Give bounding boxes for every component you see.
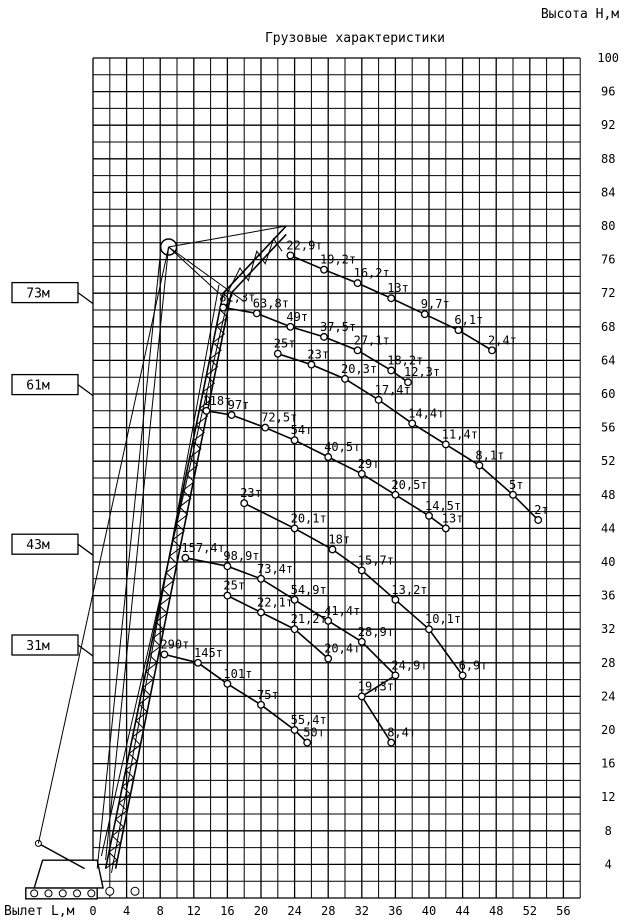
y-tick-label: 40 <box>600 555 616 569</box>
load-label: 75т <box>257 687 279 702</box>
load-point <box>325 655 332 662</box>
boom-label: 73м <box>26 286 50 302</box>
load-point <box>258 702 265 709</box>
y-tick-label: 92 <box>600 118 616 133</box>
load-label: 14,4т <box>408 406 445 421</box>
load-point <box>304 739 311 746</box>
load-point <box>409 420 416 427</box>
crane-rope <box>106 247 169 860</box>
y-tick-label: 12 <box>600 790 616 805</box>
counterweight-wheel <box>106 887 114 895</box>
load-point <box>455 327 462 334</box>
load-label: 55,4т <box>290 713 327 727</box>
x-tick-label: 8 <box>156 904 164 918</box>
load-point <box>359 693 366 700</box>
y-tick-label: 80 <box>600 219 616 233</box>
y-tick-label: 96 <box>600 84 616 99</box>
y-tick-label: 28 <box>600 655 616 670</box>
load-point <box>291 727 298 734</box>
boom-label: 31м <box>26 639 50 654</box>
load-label: 54т <box>290 423 313 438</box>
y-tick-label: 68 <box>600 319 616 334</box>
load-point <box>195 660 202 667</box>
load-point <box>262 424 269 431</box>
load-point <box>287 252 294 259</box>
load-label: 24,9т <box>391 658 428 673</box>
load-label: 49т <box>286 309 309 324</box>
boom-label-leader <box>78 385 93 396</box>
load-point <box>354 280 361 287</box>
load-label: 97т <box>227 398 250 412</box>
load-label: 23т <box>240 486 262 501</box>
load-label: 13т <box>441 511 464 526</box>
y-tick-label: 32 <box>600 622 616 637</box>
load-point <box>476 462 483 469</box>
load-label: 50т <box>303 725 325 740</box>
load-point <box>329 546 336 553</box>
y-tick-label: 88 <box>600 151 616 166</box>
load-label: 16,2т <box>353 266 390 281</box>
load-label: 11,4т <box>441 427 478 442</box>
boom-label: 61м <box>26 378 50 394</box>
y-tick-label: 52 <box>600 454 616 469</box>
load-label: 72,5т <box>261 410 298 425</box>
load-label: 25т <box>223 578 246 593</box>
load-point <box>308 361 315 368</box>
load-label: 28,9т <box>357 624 394 639</box>
x-tick-label: 4 <box>122 904 131 918</box>
y-tick-label: 16 <box>600 756 616 771</box>
load-point <box>161 651 168 658</box>
load-label: 118т <box>202 393 232 408</box>
x-tick-label: 48 <box>488 904 504 918</box>
load-label: 98,9т <box>223 549 260 564</box>
load-label: 12,3т <box>404 365 441 380</box>
boom-lattice <box>106 293 232 868</box>
load-point <box>392 492 399 499</box>
load-point <box>287 324 294 331</box>
load-point <box>426 513 433 520</box>
load-label: 21,2т <box>290 612 327 627</box>
load-label: 157,4т <box>181 540 225 555</box>
x-tick-label: 56 <box>556 904 571 918</box>
load-label: 2,4т <box>488 333 517 348</box>
load-point <box>535 517 542 524</box>
x-axis-label: Вылет L,м <box>4 904 75 919</box>
load-point <box>258 576 265 583</box>
load-point <box>489 347 496 354</box>
load-label: 29т <box>357 456 380 471</box>
load-label: 17,4т <box>374 382 411 397</box>
axis-ticks <box>89 51 619 918</box>
x-tick-label: 12 <box>186 904 202 918</box>
y-tick-label: 64 <box>600 353 616 368</box>
boom-label: 43м <box>26 538 50 554</box>
load-label: 41,4т <box>324 603 361 618</box>
load-point <box>426 626 433 633</box>
load-point <box>224 592 231 599</box>
y-tick-label: 48 <box>600 487 616 502</box>
x-tick-label: 28 <box>320 904 336 918</box>
x-tick-label: 36 <box>388 904 403 918</box>
x-tick-label: 40 <box>421 904 437 918</box>
boom-length-labels <box>12 283 93 656</box>
load-label: 37,5т <box>320 319 357 334</box>
load-point <box>321 266 328 273</box>
y-tick-label: 60 <box>600 387 616 401</box>
y-tick-label: 20 <box>600 723 616 737</box>
y-tick-label: 44 <box>600 521 616 536</box>
load-point <box>253 310 260 317</box>
crane-wheel <box>31 890 38 897</box>
load-label: 73,4т <box>257 561 294 576</box>
load-label: 13т <box>387 281 409 296</box>
load-point <box>224 681 231 688</box>
y-tick-label: 100 <box>597 51 620 65</box>
crane-wheel <box>74 890 81 897</box>
load-label: 101т <box>223 666 253 681</box>
load-label: 5т <box>509 477 524 492</box>
crane-body <box>34 860 103 888</box>
x-tick-label: 52 <box>522 904 538 918</box>
load-label: 6,9т <box>458 658 488 673</box>
load-point <box>291 525 298 532</box>
boom-label-leader <box>78 544 93 555</box>
load-label: 6,1т <box>454 313 484 328</box>
crane-wheel <box>59 890 66 897</box>
load-point <box>392 597 399 604</box>
load-label: 63,8т <box>252 296 289 311</box>
load-point <box>275 350 282 357</box>
x-tick-label: 24 <box>287 904 302 918</box>
load-label: 8,4т <box>387 725 417 740</box>
load-label: 20,1т <box>290 511 327 526</box>
load-point <box>375 397 382 404</box>
load-label: 13,2т <box>391 582 428 597</box>
load-point <box>241 500 248 507</box>
load-point <box>359 471 366 478</box>
load-label: 22,9т <box>286 238 323 253</box>
load-label: 22,1т <box>257 595 294 610</box>
load-label: 145т <box>194 645 223 660</box>
y-tick-label: 72 <box>600 286 616 301</box>
x-tick-label: 16 <box>220 904 235 918</box>
load-point <box>228 412 235 419</box>
load-point <box>321 334 328 341</box>
load-point <box>422 311 429 318</box>
load-label: 10,1т <box>425 612 462 627</box>
load-point <box>359 567 366 574</box>
crane-wheel <box>45 890 52 897</box>
load-point <box>388 367 395 374</box>
load-label: 20,3т <box>341 361 378 376</box>
load-label: 15,7т <box>357 553 394 568</box>
load-point <box>388 295 395 302</box>
load-point <box>220 304 227 311</box>
load-label: 27,1т <box>353 333 390 348</box>
load-point <box>510 492 517 499</box>
load-label: 20,5т <box>391 477 428 492</box>
load-point <box>291 437 298 444</box>
boom-label-leader <box>78 293 93 304</box>
load-label: 18,2т <box>387 353 424 368</box>
x-tick-label: 32 <box>354 904 370 918</box>
y-tick-label: 56 <box>600 420 616 435</box>
y-tick-label: 24 <box>600 689 616 704</box>
load-label: 19,3т <box>357 679 394 694</box>
load-label: 19,2т <box>320 252 357 267</box>
load-label: 40,5т <box>324 440 361 454</box>
y-tick-label: 36 <box>600 588 616 603</box>
load-label: 290т <box>160 637 190 652</box>
load-point <box>224 563 231 570</box>
crane-wheel <box>88 890 95 897</box>
load-label: 25т <box>273 336 296 351</box>
x-tick-label: 0 <box>89 904 97 918</box>
load-label: 23т <box>307 347 330 362</box>
y-axis-label: Высота Н,м <box>540 7 620 22</box>
chart-title: Грузовые характеристики <box>264 31 446 46</box>
load-point <box>258 609 265 616</box>
chart-grid <box>93 58 580 898</box>
x-tick-label: 44 <box>455 904 470 918</box>
y-tick-label: 4 <box>604 857 612 872</box>
y-tick-label: 84 <box>600 185 616 200</box>
load-label: 8,1т <box>475 448 505 463</box>
load-label: 14,5т <box>425 498 462 513</box>
load-label: 54,9т <box>290 582 327 597</box>
y-tick-label: 76 <box>600 252 616 267</box>
load-point <box>182 555 189 562</box>
counterweight-wheel <box>131 887 139 895</box>
load-point <box>291 626 298 633</box>
load-label: 18т <box>328 532 351 547</box>
load-point <box>354 347 361 354</box>
load-label: 20,4т <box>324 641 361 656</box>
load-point <box>392 672 399 679</box>
load-label: 9,7т <box>420 297 450 312</box>
load-point <box>203 408 210 415</box>
load-label: 82,3т <box>219 290 256 305</box>
load-point <box>388 739 395 746</box>
load-point <box>342 376 349 383</box>
load-point <box>443 525 450 532</box>
load-label: 2т <box>534 503 549 517</box>
load-point <box>325 454 332 461</box>
load-point <box>443 441 450 448</box>
x-tick-label: 20 <box>253 904 269 918</box>
load-point <box>459 672 466 679</box>
y-tick-label: 8 <box>604 823 612 838</box>
